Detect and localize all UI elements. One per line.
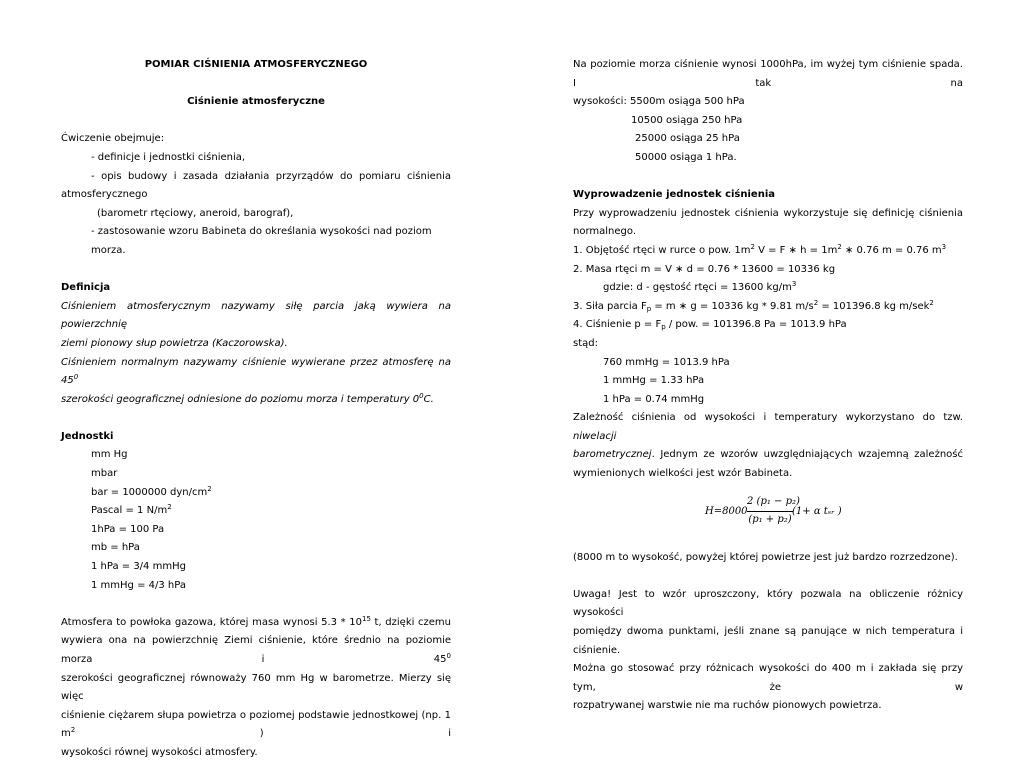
paragraph-line: Zależność ciśnienia od wysokości i temperatury wykorzystano do tzw. niwelacji [573, 412, 963, 442]
definition-text: ziemi pionowy słup powietrza (Kaczorowska). [61, 337, 288, 349]
paragraph-line: normalnego. [573, 226, 636, 238]
paragraph-line: wysokości: 5500m osiąga 500 hPa [573, 96, 745, 108]
equivalence-item: 1 mmHg = 1.33 hPa [603, 375, 705, 387]
paragraph-line: rozpatrywanej warstwie nie ma ruchów pionowych powietrza. [573, 700, 882, 712]
document-title: POMIAR CIŚNIENIA ATMOSFERYCZNEGO [144, 59, 368, 70]
derivation-heading: Wyprowadzenie jednostek ciśnienia [573, 189, 776, 201]
formula-lhs: H=8000 [705, 505, 748, 517]
formula-numerator: 2 (p₁ − p₂) [747, 495, 800, 507]
unit-item: Pascal = 1 $N/m^2$ [91, 503, 172, 517]
paragraph-line: szerokości geograficznej równoważy 760 mm Hg w barometrze. Mierzy się więc [61, 672, 451, 703]
paragraph-line: ciśnienie ciężarem słupa powietrza o poziomej podstawie jednostkowej (np. 1 $m^2$ ) i [61, 709, 451, 740]
altitude-row: 10500 osiąga 250 hPa [631, 114, 743, 126]
paragraph-line: pomiędzy dwoma punktami, jeśli znane są panujące w nich temperatura i ciśnienie. [573, 626, 963, 656]
definition-text: Ciśnieniem normalnym nazywamy ciśnienie wywierane przez atmosferę na $45^0$ [61, 356, 451, 387]
derivation-step: 3. Siła parcia $F_p = m$ ∗ g = 10336 kg * 9.81 $m/s^2 = 101396.8$ kg m/sek$^2$ [573, 298, 934, 313]
altitude-row: 50000 osiąga 1 hPa. [635, 151, 737, 163]
unit-item: mbar [91, 468, 118, 480]
paragraph-line: Na poziomie morza ciśnienie wynosi 1000hPa, im wyżej tym ciśnienie spada. I tak na [573, 59, 963, 89]
paragraph-line: Uwaga! Jest to wzór uproszczony, który pozwala na obliczenie różnicy wysokości [573, 588, 963, 619]
list-item-continued: atmosferycznego [61, 189, 148, 201]
right-column [573, 56, 963, 716]
fraction-line [747, 511, 793, 512]
derivation-note: gdzie: d - gęstość rtęci = 13600 $kg/m^3$ [603, 280, 797, 294]
paragraph-line: wywiera ona na powierzchnię Ziemi ciśnienie, które średnio na poziomie morza i $45^0$ [61, 635, 451, 665]
units-heading: Jednostki [61, 430, 114, 442]
formula-denominator: (p₁ + p₂) [748, 513, 792, 525]
babinet-formula [573, 484, 963, 540]
section-title: Ciśnienie atmosferyczne [187, 96, 325, 108]
derivation-step: 2. Masa rtęci m = V ∗ d = 0.76 * 13600 = 10336 kg [573, 263, 836, 275]
definition-text: Ciśnieniem atmosferycznym nazywamy siłę parcia jaką wywiera na powierzchnię [61, 300, 451, 331]
paragraph-line: barometrycznej. Jednym ze wzorów uwzględniających wzajemną zależność [573, 449, 963, 461]
derivation-step: 1. Objętość rtęci w rurce o pow. $1m^2$ V = F ∗ $h = 1m^2$ ∗ 0.76 m = 0.76 $m^3$ [573, 242, 947, 256]
unit-item: mm Hg [91, 449, 128, 461]
definition-heading: Definicja [61, 282, 111, 294]
paragraph-line: (8000 m to wysokość, powyżej której powietrze jest już bardzo rozrzedzone). [573, 551, 958, 563]
unit-item: 1 mmHg = 4/3 hPa [91, 579, 186, 591]
unit-item: 1hPa = 100 Pa [91, 523, 165, 535]
equivalence-item: 1 hPa = 0.74 mmHg [603, 393, 705, 405]
equivalence-item: 760 mmHg = 1013.9 hPa [603, 356, 730, 368]
unit-item: bar = 1000000 dyn/$cm^2$ [91, 484, 212, 498]
altitude-row: 25000 osiąga 25 hPa [635, 133, 740, 145]
list-item: - opis budowy i zasada działania przyrządów do pomiaru ciśnienia [91, 170, 451, 182]
paragraph-line: Przy wyprowadzeniu jednostek ciśnienia wykorzystuje się definicję ciśnienia [573, 207, 963, 219]
list-item: - zastosowanie wzoru Babineta do określania wysokości nad poziom morza. [91, 226, 432, 256]
list-item-continued: (barometr rtęciowy, aneroid, barograf), [97, 207, 294, 219]
intro-text: Ćwiczenie obejmuje: [61, 133, 165, 145]
list-item: - definicje i jednostki ciśnienia, [91, 151, 246, 163]
paragraph-line: Atmosfera to powłoka gazowa, której masa wynosi $5.3 * 10^{15}$ t, dzięki czemu [61, 614, 451, 628]
unit-item: 1 hPa = 3/4 mmHg [91, 561, 186, 573]
paragraph-line: wymienionych wielkości jest wzór Babineta. [573, 468, 793, 480]
left-column [61, 56, 451, 763]
derivation-text: stąd: [573, 337, 598, 349]
paragraph-line: Można go stosować przy różnicach wysokości do 400 m i zakłada się przy tym, że w [573, 663, 963, 693]
formula-rhs: (1+ α tₛᵣ ) [792, 505, 842, 517]
unit-item: mb = hPa [91, 542, 140, 554]
definition-text: szerokości geograficznej odniesione do poziomu morza i temperatury $0^0C$. [61, 391, 434, 405]
paragraph-line: wysokości równej wysokości atmosfery. [61, 746, 258, 758]
derivation-step: 4. Ciśnienie $p = F_p$ / pow. = 101396.8 Pa = 1013.9 hPa [573, 319, 847, 332]
